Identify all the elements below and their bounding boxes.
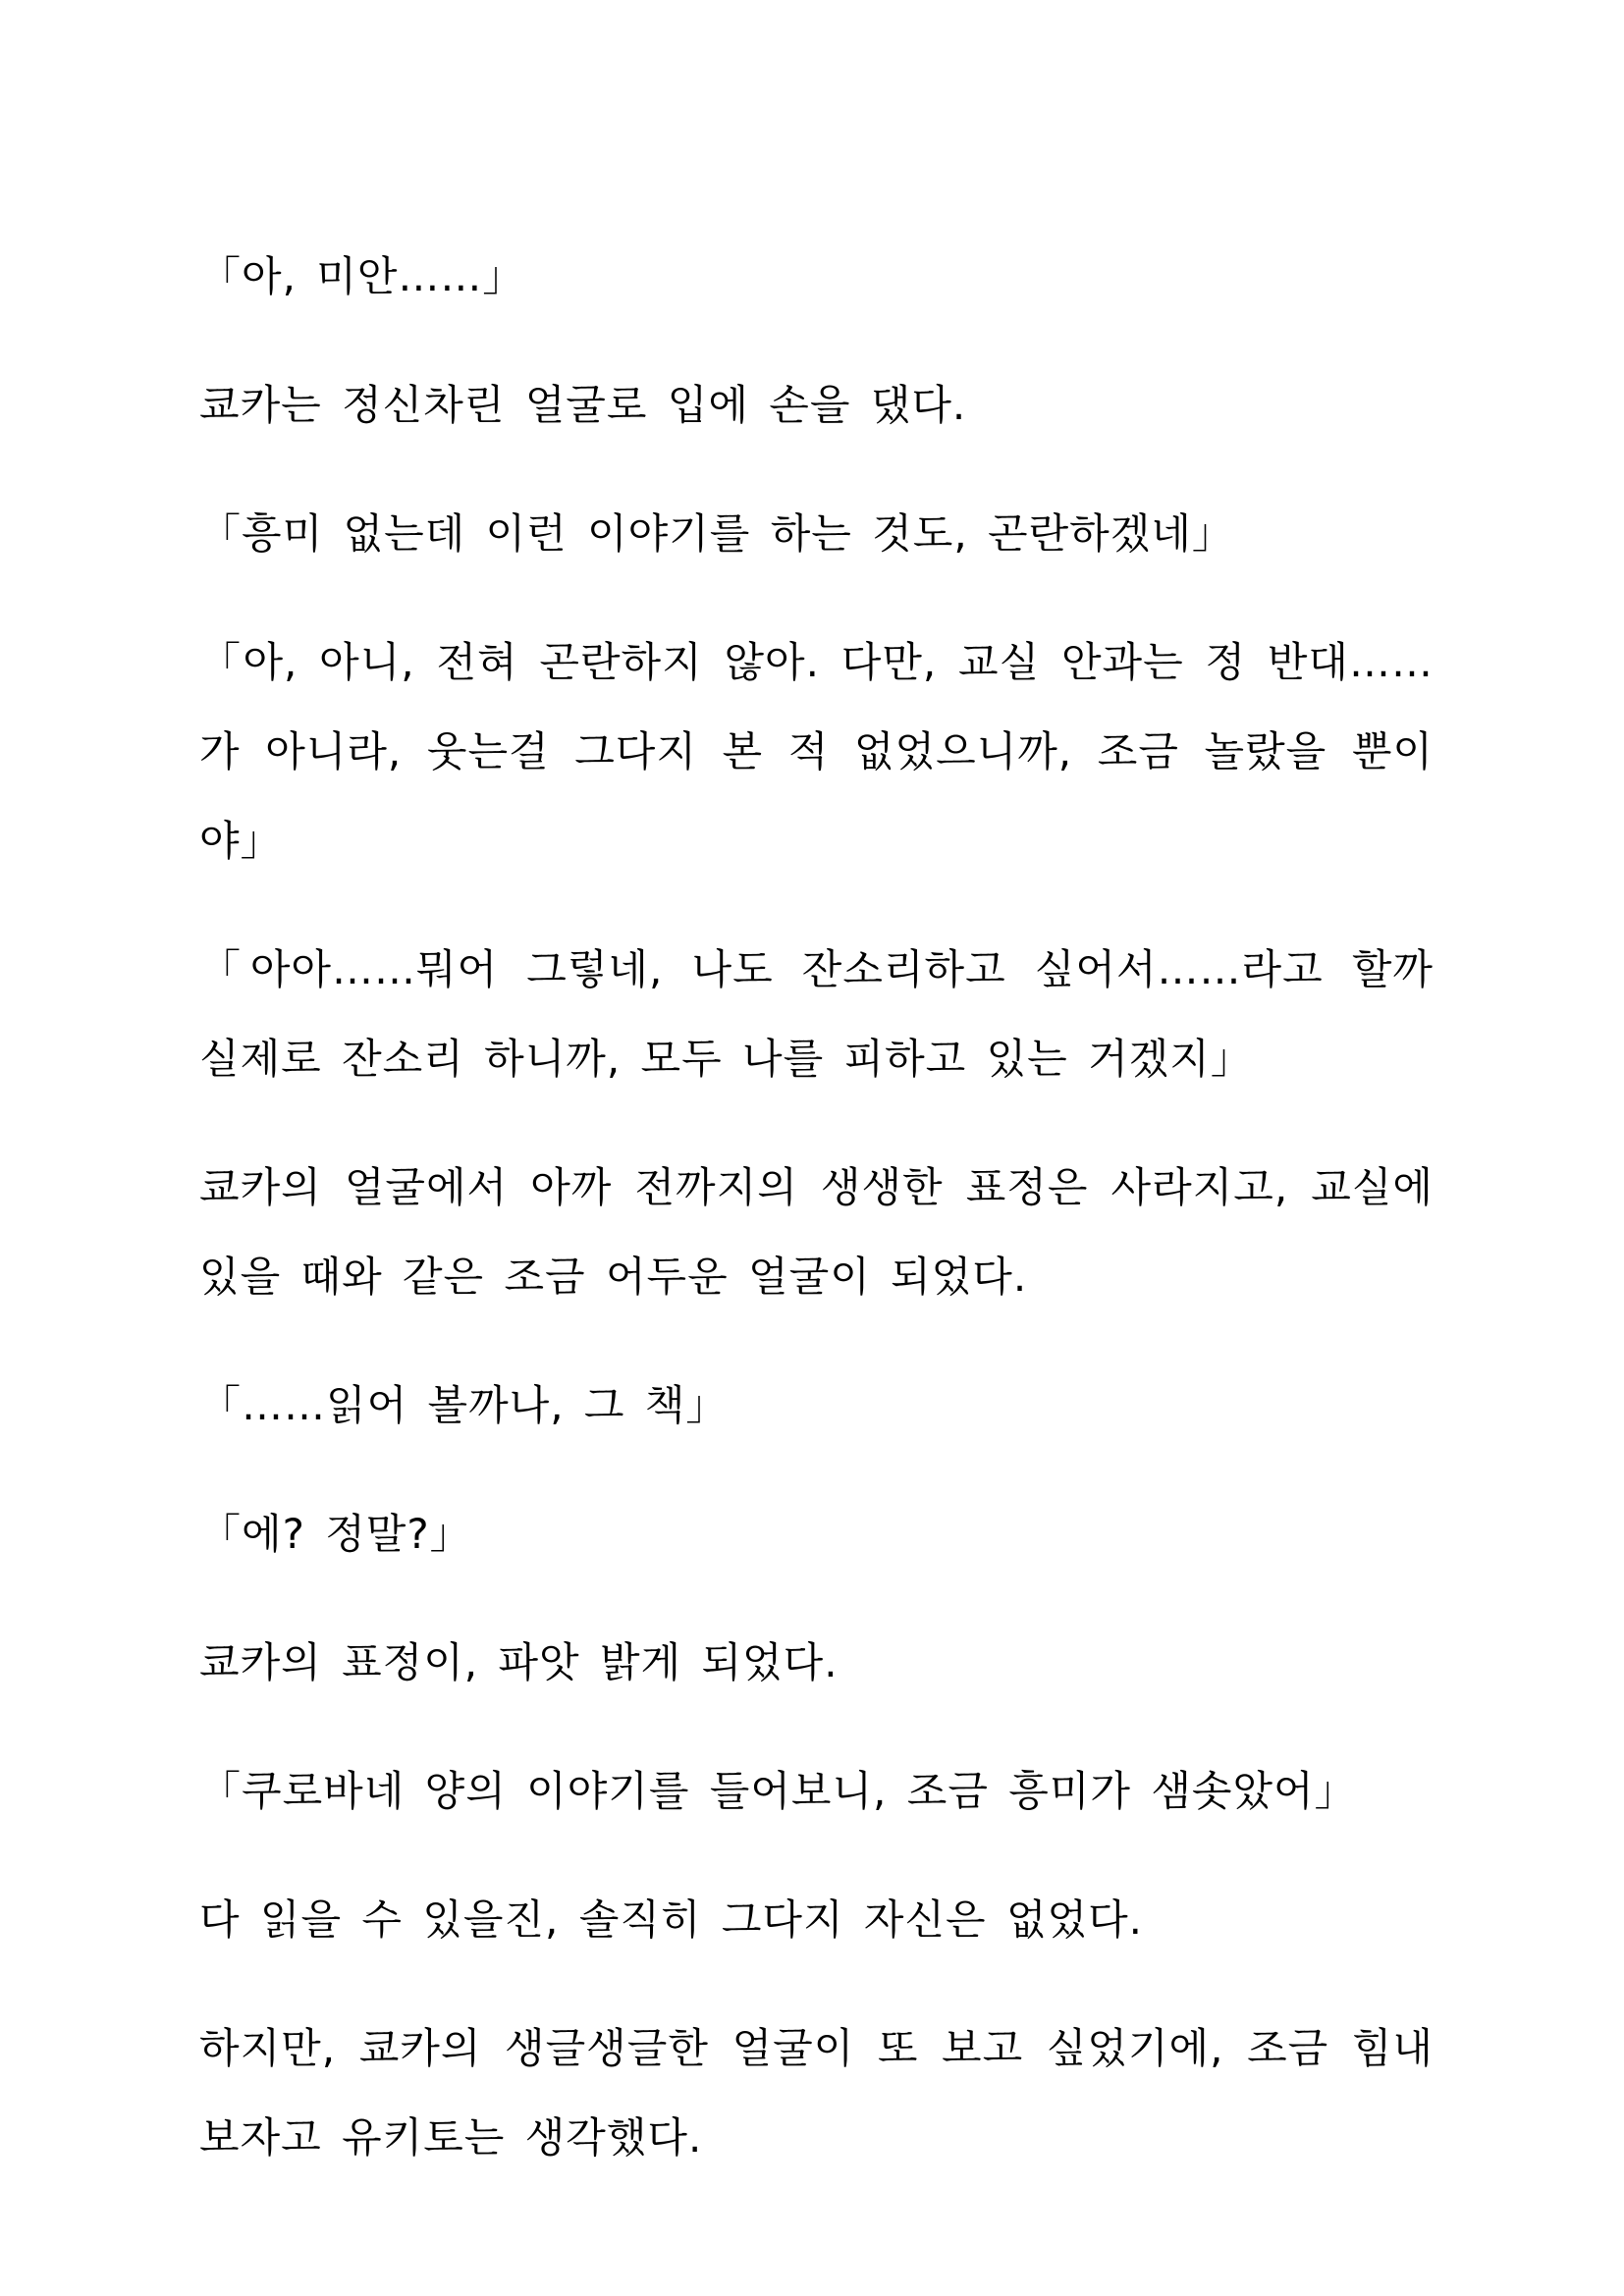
paragraph: 「흥미 없는데 이런 이야기를 하는 것도, 곤란하겠네」 [199, 509, 1234, 558]
paragraph: 「에? 정말?」 [199, 1510, 472, 1558]
document-body [199, 232, 1434, 2221]
paragraph: 「아, 미안……」 [199, 252, 525, 300]
paragraph: 쿄카의 얼굴에서 아까 전까지의 생생한 표정은 사라지고, 교실에 있을 때와 같은 조금 어두운 얼굴이 되었다. [199, 1163, 1434, 1301]
paragraph: 하지만, 쿄카의 생글생글한 얼굴이 또 보고 싶었기에, 조금 힘내보자고 유키토는 생각했다. [199, 2024, 1434, 2162]
paragraph: 「쿠로바네 양의 이야기를 들어보니, 조금 흥미가 샘솟았어」 [199, 1767, 1357, 1815]
paragraph: 쿄카의 표정이, 파앗 밝게 되었다. [199, 1638, 839, 1686]
paragraph: 다 읽을 수 있을진, 솔직히 그다지 자신은 없었다. [199, 1896, 1144, 1944]
paragraph: 「아아……뭐어 그렇네, 나도 잔소리하고 싶어서……라고 할까 실제로 잔소리 하니까, 모두 나를 피하고 있는 거겠지」 [199, 945, 1434, 1083]
paragraph: 「……읽어 볼까나, 그 책」 [199, 1381, 729, 1429]
paragraph: 쿄카는 정신차린 얼굴로 입에 손을 댔다. [199, 381, 967, 429]
paragraph: 「아, 아니, 전혀 곤란하지 않아. 다만, 교실 안과는 정 반대……가 아니라, 웃는걸 그다지 본 적 없었으니까, 조금 놀랐을 뿐이야」 [199, 638, 1434, 865]
